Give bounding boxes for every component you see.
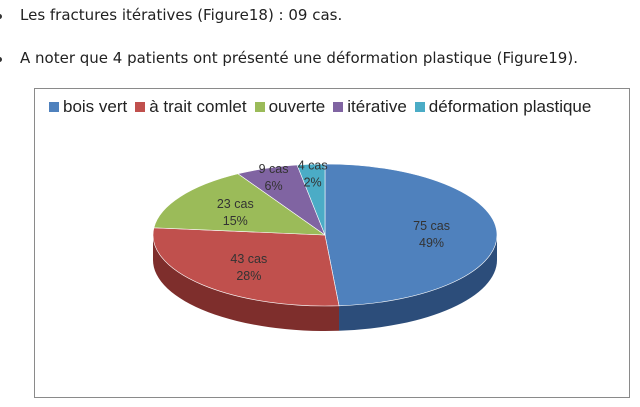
chart-frame — [34, 88, 630, 398]
pie-chart — [35, 89, 631, 399]
data-label-2-0: 23 cas — [216, 197, 254, 212]
data-label-4-0: 4 cas — [297, 158, 328, 173]
pie-top — [153, 164, 497, 306]
bullet-2 — [0, 57, 2, 62]
text-line-deformation: A noter que 4 patients ont présenté une déformation plastique (Figure19). — [20, 49, 578, 67]
data-label-3-0: 9 cas — [258, 162, 289, 177]
legend-label: à trait comlet — [149, 97, 247, 116]
bullet-1 — [0, 14, 2, 19]
legend-label: déformation plastique — [428, 97, 592, 116]
legend-label: ouverte — [268, 97, 326, 116]
data-label-0-0: 75 cas — [413, 219, 450, 234]
data-label-4-1: 2% — [303, 175, 322, 190]
data-label-2-1: 15% — [222, 214, 248, 229]
data-label-1-0: 43 cas — [230, 251, 268, 266]
data-label-1-1: 28% — [236, 268, 262, 283]
legend-label: itérative — [347, 97, 407, 116]
data-label-0-1: 49% — [419, 236, 445, 251]
legend-label: bois vert — [63, 97, 128, 116]
data-label-3-1: 6% — [264, 179, 283, 194]
text-line-iteratives: Les fractures itératives (Figure18) : 09 cas. — [20, 6, 343, 24]
